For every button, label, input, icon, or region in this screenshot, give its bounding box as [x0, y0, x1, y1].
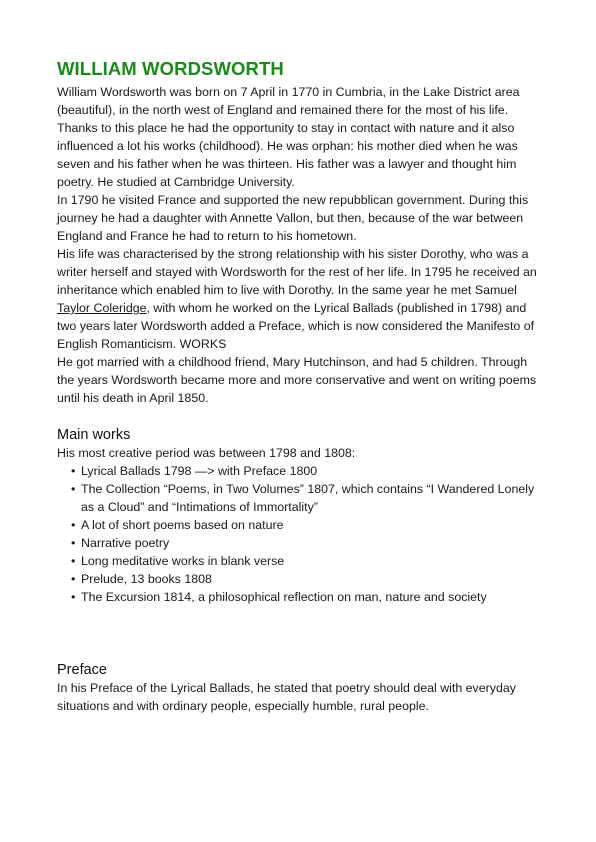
list-item — [57, 534, 540, 552]
bio-paragraph-3-start: His life was characterised by the strong relationship with his sister Dorothy, who was a writer herself and stayed with Wordsworth for the rest of her life. In 1795 he received an inheritance which enabled him to live with Dorothy. In the same year he met Samuel — [57, 247, 537, 297]
bullet-icon: • — [71, 482, 76, 496]
bio-paragraph-3 — [57, 245, 540, 353]
main-works-intro: His most creative period was between 1798 and 1808: — [57, 446, 356, 460]
list-item — [57, 570, 540, 588]
bullet-icon: • — [71, 590, 76, 604]
list-item-text: Long meditative works in blank verse — [81, 554, 285, 568]
list-item-text: Prelude, 13 books 1808 — [81, 572, 212, 586]
list-item-text: The Excursion 1814, a philosophical reflection on man, nature and society — [81, 590, 487, 604]
list-item-text: A lot of short poems based on nature — [81, 518, 284, 532]
bullet-icon: • — [71, 518, 76, 532]
bullet-icon: • — [71, 464, 76, 478]
bullet-icon: • — [71, 536, 76, 550]
list-item — [57, 480, 540, 516]
bio-paragraph-4: He got married with a childhood friend, Mary Hutchinson, and had 5 children. Through the years Wordsworth became more and more conservative and went on writing poems until his death in April 1850. — [57, 355, 537, 405]
page-title: WILLIAM WORDSWORTH — [57, 58, 284, 79]
bullet-icon: • — [71, 554, 76, 568]
list-item — [57, 588, 540, 606]
list-item-text: Lyrical Ballads 1798 —> with Preface 1800 — [81, 464, 318, 478]
main-works-list — [57, 462, 540, 606]
bullet-icon: • — [71, 572, 76, 586]
bio-paragraph-2: In 1790 he visited France and supported the new repubblican government. During this journey he had a daughter with Annette Vallon, but then, because of the war between England and France he had to return to his hometown. — [57, 193, 529, 243]
preface-text: In his Preface of the Lyrical Ballads, he stated that poetry should deal with everyday situations and with ordinary people, especially humble, rural people. — [57, 681, 516, 713]
list-item — [57, 516, 540, 534]
list-item-text: Narrative poetry — [81, 536, 170, 550]
list-item — [57, 552, 540, 570]
coleridge-link[interactable]: Taylor Coleridge — [57, 301, 147, 315]
bio-paragraph-1: William Wordsworth was born on 7 April in 1770 in Cumbria, in the Lake District area (beautiful), in the north west of England and remained there for the most of his life. Thanks to this place he had the opportunity to stay in contact with nature and it also influenced a lot his works (childhood). He was orphan: his mother died when he was seven and his father when he was thirteen. His father was a lawyer and thought him poetry. He studied at Cambridge University. — [57, 85, 520, 189]
main-works-heading: Main works — [57, 427, 131, 443]
bio-paragraph-3-end: , with whom he worked on the Lyrical Ballads (published in 1798) and two years later Wordsworth added a Preface, which is now considered the Manifesto of English Romanticism. WORKS — [57, 301, 535, 351]
preface-heading: Preface — [57, 662, 107, 678]
list-item-text: The Collection “Poems, in Two Volumes” 1807, which contains “I Wandered Lonely as a Cloud” and “Intimations of Immortality” — [81, 482, 535, 514]
list-item — [57, 462, 540, 480]
